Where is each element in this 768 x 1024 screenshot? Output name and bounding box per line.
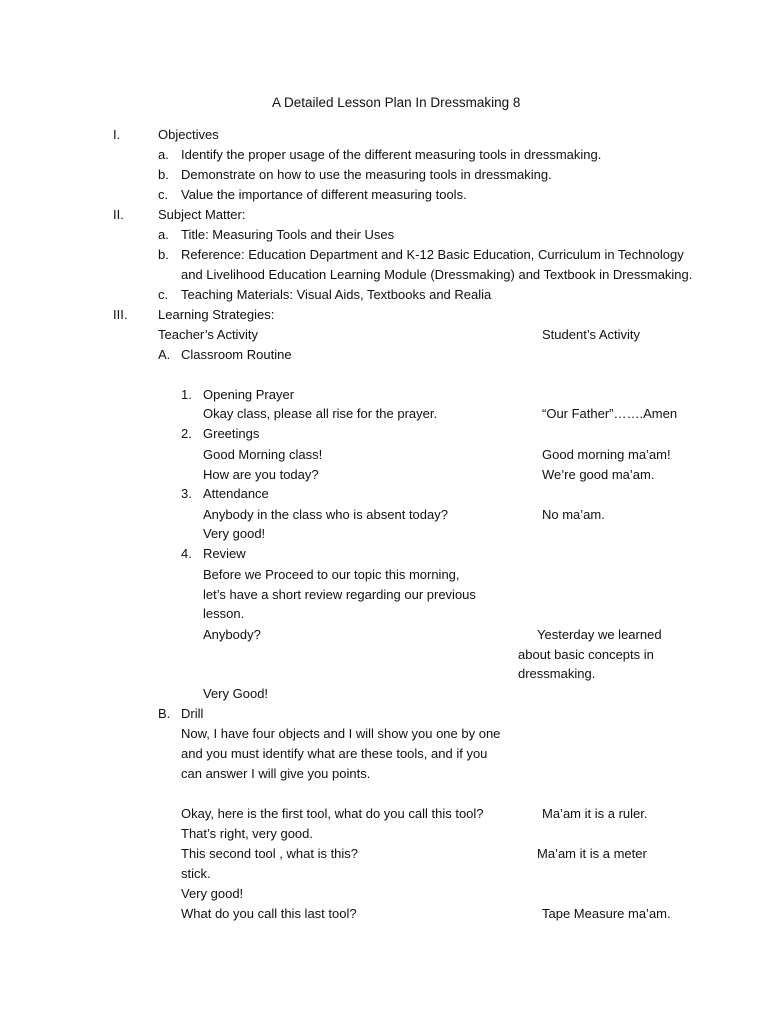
- routine-number: 3.: [181, 486, 192, 501]
- routine-heading-prayer: Opening Prayer: [203, 387, 295, 402]
- teacher-line: lesson.: [203, 606, 245, 621]
- section-numeral-1: I.: [113, 127, 121, 142]
- list-marker: c.: [158, 187, 169, 202]
- section-numeral-2: II.: [113, 207, 124, 222]
- objective-item: Demonstrate on how to use the measuring tools in dressmaking.: [181, 167, 552, 182]
- teacher-line: stick.: [181, 866, 211, 881]
- routine-number: 2.: [181, 426, 192, 441]
- list-marker: a.: [158, 147, 169, 162]
- teacher-line: Anybody?: [203, 627, 261, 642]
- drill-intro-line: Now, I have four objects and I will show you one by one: [181, 726, 501, 741]
- student-line: Ma’am it is a meter: [537, 846, 647, 861]
- list-marker: c.: [158, 287, 169, 302]
- student-line: dressmaking.: [518, 666, 596, 681]
- section-heading-subject-matter: Subject Matter:: [158, 207, 246, 222]
- teacher-line: Very good!: [181, 886, 244, 901]
- teacher-line: Very Good!: [203, 686, 269, 701]
- student-line: Good morning ma’am!: [542, 447, 671, 462]
- teacher-line: How are you today?: [203, 467, 319, 482]
- list-marker: a.: [158, 227, 169, 242]
- part-heading-drill: Drill: [181, 706, 204, 721]
- teacher-line: What do you call this last tool?: [181, 906, 357, 921]
- drill-intro-line: and you must identify what are these tools, and if you: [181, 746, 488, 761]
- student-line: Ma’am it is a ruler.: [542, 806, 648, 821]
- teacher-line: Good Morning class!: [203, 447, 323, 462]
- routine-number: 1.: [181, 387, 192, 402]
- objective-item: Identify the proper usage of the different measuring tools in dressmaking.: [181, 147, 602, 162]
- section-heading-objectives: Objectives: [158, 127, 219, 142]
- subject-item: Title: Measuring Tools and their Uses: [181, 227, 395, 242]
- objective-item: Value the importance of different measuring tools.: [181, 187, 467, 202]
- subject-item: Reference: Education Department and K-12 Basic Education, Curriculum in Technology: [181, 247, 684, 262]
- teacher-line: Very good!: [203, 526, 266, 541]
- document-title: A Detailed Lesson Plan In Dressmaking 8: [272, 95, 521, 110]
- subject-item-continued: and Livelihood Education Learning Module (Dressmaking) and Textbook in Dressmaking.: [181, 267, 693, 282]
- routine-number: 4.: [181, 546, 192, 561]
- list-marker: b.: [158, 247, 169, 262]
- routine-heading-greetings: Greetings: [203, 426, 260, 441]
- section-numeral-3: III.: [113, 307, 128, 322]
- teacher-line: Anybody in the class who is absent today?: [203, 507, 448, 522]
- student-line: about basic concepts in: [518, 647, 654, 662]
- routine-heading-attendance: Attendance: [203, 486, 269, 501]
- student-line: We’re good ma’am.: [542, 467, 655, 482]
- teacher-column-header: Teacher’s Activity: [158, 327, 258, 342]
- student-line: No ma’am.: [542, 507, 605, 522]
- routine-heading-review: Review: [203, 546, 246, 561]
- student-column-header: Student’s Activity: [542, 327, 641, 342]
- teacher-line: Okay, here is the first tool, what do you call this tool?: [181, 806, 484, 821]
- student-line: “Our Father”…….Amen: [542, 406, 678, 421]
- teacher-line: Before we Proceed to our topic this morning,: [203, 567, 460, 582]
- section-heading-learning-strategies: Learning Strategies:: [158, 307, 275, 322]
- drill-intro-line: can answer I will give you points.: [181, 766, 371, 781]
- subject-item: Teaching Materials: Visual Aids, Textbooks and Realia: [181, 287, 492, 302]
- student-line: Tape Measure ma’am.: [542, 906, 671, 921]
- teacher-line: Okay class, please all rise for the prayer.: [203, 406, 438, 421]
- list-marker: b.: [158, 167, 169, 182]
- part-marker: B.: [158, 706, 171, 721]
- part-marker: A.: [158, 347, 171, 362]
- student-line: Yesterday we learned: [537, 627, 662, 642]
- teacher-line: That’s right, very good.: [181, 826, 313, 841]
- teacher-line: let’s have a short review regarding our previous: [203, 587, 476, 602]
- teacher-line: This second tool , what is this?: [181, 846, 359, 861]
- part-heading-classroom-routine: Classroom Routine: [181, 347, 292, 362]
